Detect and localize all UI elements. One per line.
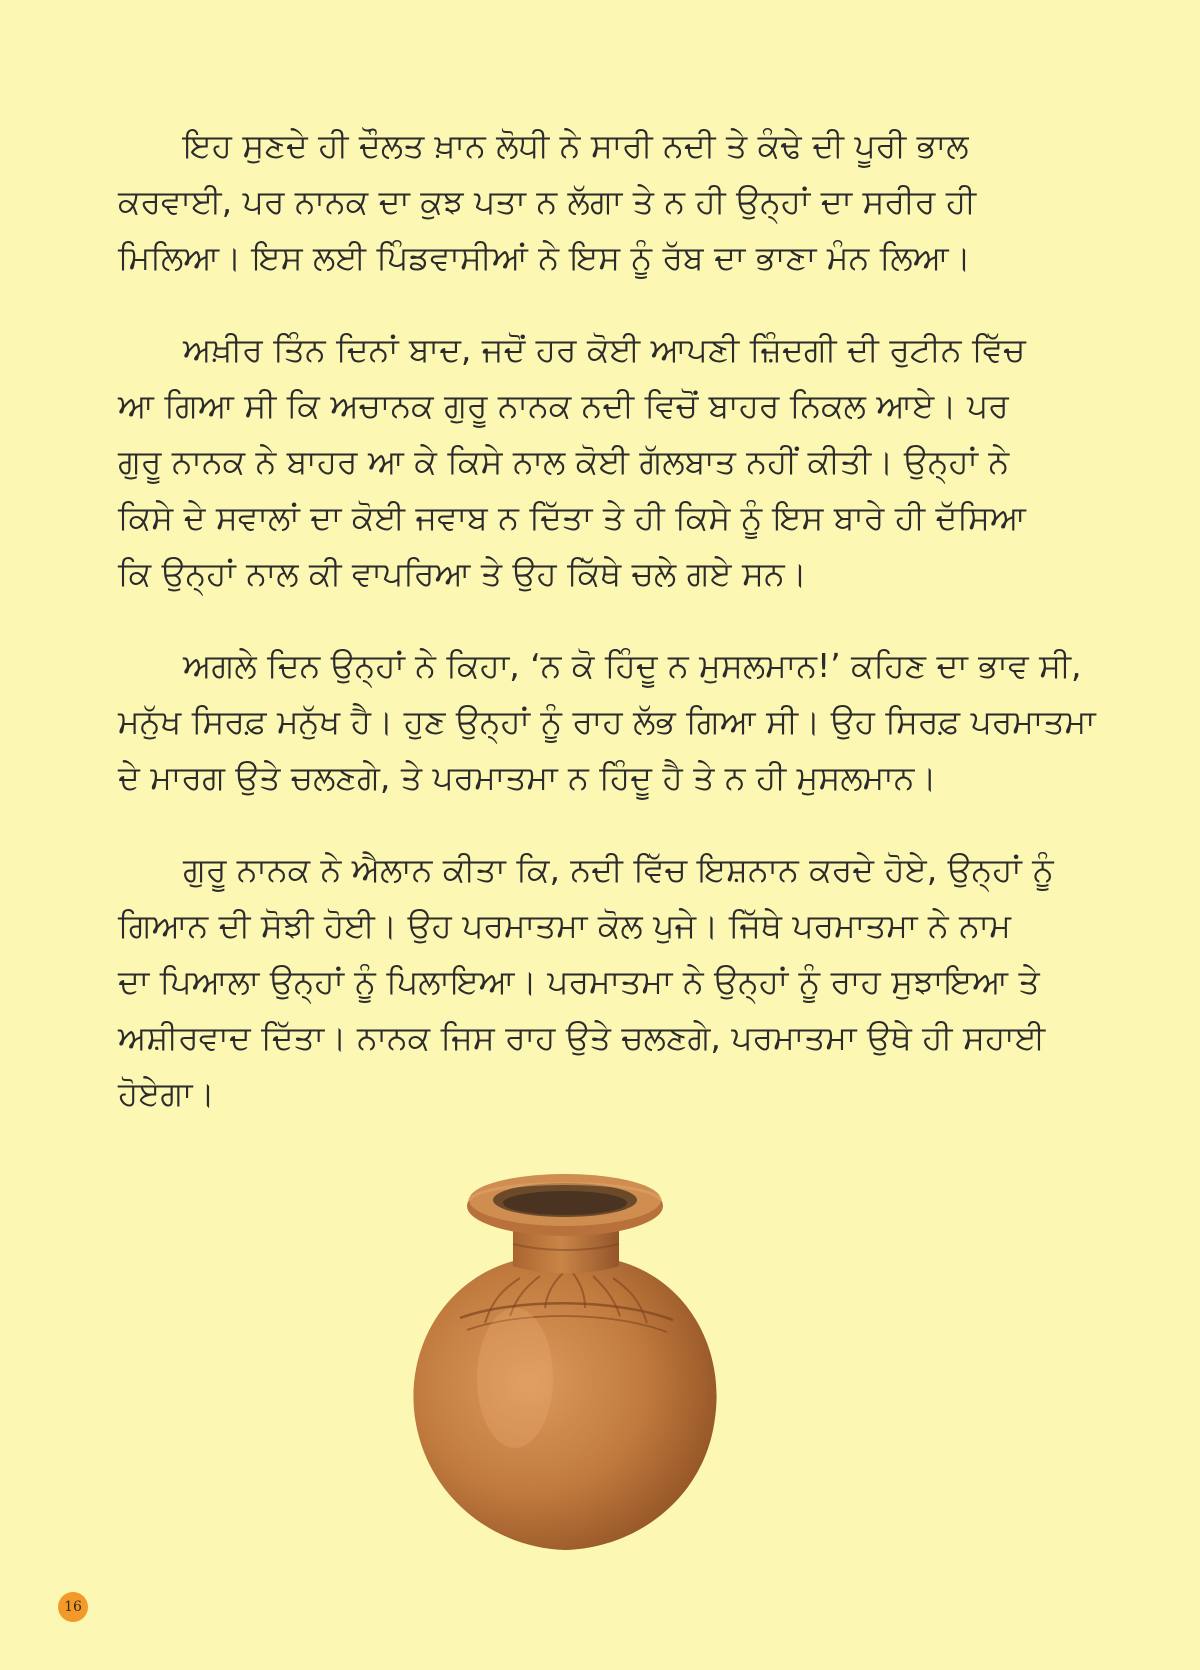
text-line: ਇਹ ਸੁਣਦੇ ਹੀ ਦੌਲਤ ਖ਼ਾਨ ਲੋਧੀ ਨੇ ਸਾਰੀ ਨਦੀ ਤੇ ਕੰਢੇ ਦੀ ਪੂਰੀ ਭਾਲ xyxy=(183,126,969,165)
text-line: ਕਿਸੇ ਦੇ ਸਵਾਲਾਂ ਦਾ ਕੋਈ ਜਵਾਬ ਨ ਦਿੱਤਾ ਤੇ ਹੀ ਕਿਸੇ ਨੂੰ ਇਸ ਬਾਰੇ ਹੀ ਦੱਸਿਆ xyxy=(118,498,1026,537)
paragraph-3 xyxy=(118,638,1096,806)
text-line: ਹੋਏਗਾ। xyxy=(118,1074,215,1113)
text-line: ਮਿਲਿਆ। ਇਸ ਲਈ ਪਿੰਡਵਾਸੀਆਂ ਨੇ ਇਸ ਨੂੰ ਰੱਬ ਦਾ ਭਾਣਾ ਮੰਨ ਲਿਆ। xyxy=(118,238,971,277)
text-line: ਅਸ਼ੀਰਵਾਦ ਦਿੱਤਾ। ਨਾਨਕ ਜਿਸ ਰਾਹ ਉਤੇ ਚਲਣਗੇ, ਪਰਮਾਤਮਾ ਉਥੇ ਹੀ ਸਹਾਈ xyxy=(118,1018,1046,1057)
paragraph-2 xyxy=(118,322,1078,602)
page-number: 16 xyxy=(64,1599,82,1615)
story-text xyxy=(118,118,1096,1158)
paragraph-1 xyxy=(118,118,1078,286)
text-line: ਦਾ ਪਿਆਲਾ ਉਨ੍ਹਾਂ ਨੂੰ ਪਿਲਾਇਆ। ਪਰਮਾਤਮਾ ਨੇ ਉਨ੍ਹਾਂ ਨੂੰ ਰਾਹ ਸੁਝਾਇਆ ਤੇ xyxy=(118,962,1040,1001)
paragraph-4 xyxy=(118,842,1078,1122)
text-line: ਗੁਰੂ ਨਾਨਕ ਨੇ ਐਲਾਨ ਕੀਤਾ ਕਿ, ਨਦੀ ਵਿੱਚ ਇਸ਼ਨਾਨ ਕਰਦੇ ਹੋਏ, ਉਨ੍ਹਾਂ ਨੂੰ xyxy=(183,850,1054,889)
clay-pot-icon xyxy=(405,1148,725,1553)
text-line: ਗੁਰੂ ਨਾਨਕ ਨੇ ਬਾਹਰ ਆ ਕੇ ਕਿਸੇ ਨਾਲ ਕੋਈ ਗੱਲਬਾਤ ਨਹੀਂ ਕੀਤੀ। ਉਨ੍ਹਾਂ ਨੇ xyxy=(118,442,1010,481)
text-line: ਆ ਗਿਆ ਸੀ ਕਿ ਅਚਾਨਕ ਗੁਰੂ ਨਾਨਕ ਨਦੀ ਵਿਚੋਂ ਬਾਹਰ ਨਿਕਲ ਆਏ। ਪਰ xyxy=(118,386,1009,425)
text-line: ਕਰਵਾਈ, ਪਰ ਨਾਨਕ ਦਾ ਕੁਝ ਪਤਾ ਨ ਲੱਗਾ ਤੇ ਨ ਹੀ ਉਨ੍ਹਾਂ ਦਾ ਸਰੀਰ ਹੀ xyxy=(118,182,977,221)
text-line: ਦੇ ਮਾਰਗ ਉਤੇ ਚਲਣਗੇ, ਤੇ ਪਰਮਾਤਮਾ ਨ ਹਿੰਦੂ ਹੈ ਤੇ ਨ ਹੀ ਮੁਸਲਮਾਨ। xyxy=(118,758,937,797)
text-line: ਅਗਲੇ ਦਿਨ ਉਨ੍ਹਾਂ ਨੇ ਕਿਹਾ, ‘ਨ ਕੋ ਹਿੰਦੂ ਨ ਮੁਸਲਮਾਨ!’ ਕਹਿਣ ਦਾ ਭਾਵ ਸੀ, xyxy=(183,646,1082,685)
text-line: ਕਿ ਉਨ੍ਹਾਂ ਨਾਲ ਕੀ ਵਾਪਰਿਆ ਤੇ ਉਹ ਕਿੱਥੇ ਚਲੇ ਗਏ ਸਨ। xyxy=(118,554,807,593)
page-number-badge xyxy=(58,1592,88,1622)
text-line: ਗਿਆਨ ਦੀ ਸੋਝੀ ਹੋਈ। ਉਹ ਪਰਮਾਤਮਾ ਕੋਲ ਪੁਜੇ। ਜਿੱਥੇ ਪਰਮਾਤਮਾ ਨੇ ਨਾਮ xyxy=(118,906,1011,945)
text-line: ਅਖ਼ੀਰ ਤਿੰਨ ਦਿਨਾਂ ਬਾਦ, ਜਦੋਂ ਹਰ ਕੋਈ ਆਪਣੀ ਜ਼ਿੰਦਗੀ ਦੀ ਰੁਟੀਨ ਵਿੱਚ xyxy=(183,330,1026,369)
text-line: ਮਨੁੱਖ ਸਿਰਫ਼ ਮਨੁੱਖ ਹੈ। ਹੁਣ ਉਨ੍ਹਾਂ ਨੂੰ ਰਾਹ ਲੱਭ ਗਿਆ ਸੀ। ਉਹ ਸਿਰਫ਼ ਪਰਮਾਤਮਾ xyxy=(118,702,1096,741)
